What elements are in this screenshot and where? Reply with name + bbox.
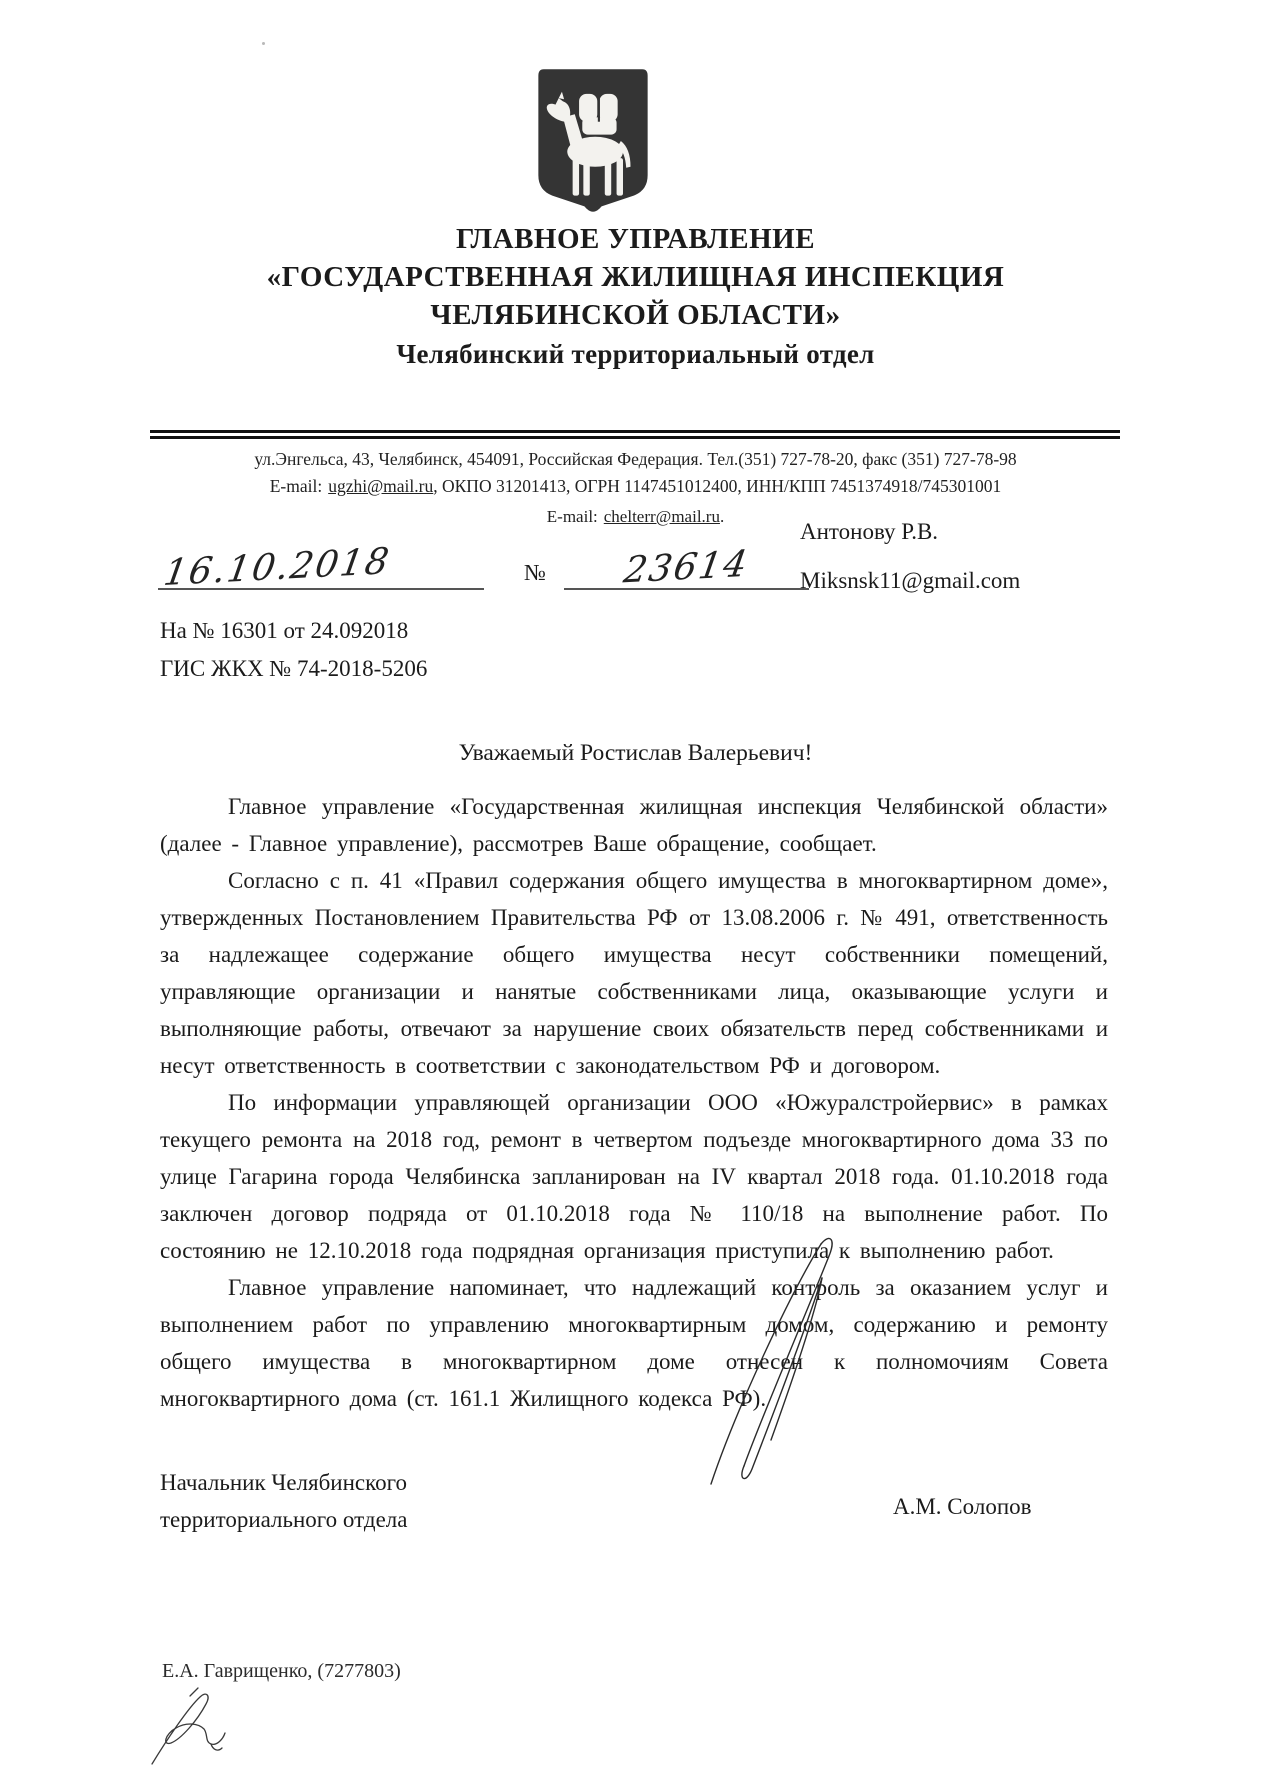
number-sign: №	[524, 560, 546, 585]
email2-line	[0, 503, 1271, 530]
reply-to-line: На № 16301 от 24.092018	[160, 618, 409, 643]
handwritten-number: 23614	[621, 543, 752, 592]
email2-address: chelterr@mail.ru	[603, 507, 720, 526]
date-number-row	[158, 540, 809, 595]
handwritten-date: 16.10.2018	[160, 540, 394, 595]
letter-body	[160, 788, 1108, 1417]
letterhead-org-block	[0, 220, 1271, 372]
email2-label: E-mail:	[546, 507, 598, 526]
org-name-line1: ГЛАВНОЕ УПРАВЛЕНИЕ	[455, 223, 816, 255]
address-line: ул.Энгельса, 43, Челябинск, 454091, Российская Федерация. Тел.(351) 727-78-20, факс (351) 727-78-98	[254, 449, 1017, 469]
salutation: Уважаемый Ростислав Валерьевич!	[458, 740, 813, 766]
body-paragraph: Согласно с п. 41 «Правил содержания общего имущества в многоквартирном доме», утвержденных Постановлением Правительства РФ от 13.08.2006 г. № 491, ответственность за надлежащее содержание общего имущества несут собственники помещений, управляющие организации и нанятые собственниками лица, оказывающие услуги и выполняющие работы, отвечают за нарушение своих обязательств перед собственниками и несут ответственность в соответствии с законодательством РФ и договором.	[160, 868, 1108, 1078]
addressee-name: Антонову Р.В.	[800, 519, 939, 544]
scan-noise-dot	[262, 42, 265, 45]
email2-suffix: .	[719, 507, 725, 526]
outgoing-date-field	[158, 540, 484, 595]
addressee-email: Miksnsk11@gmail.com	[800, 568, 1021, 593]
addressee-block	[800, 518, 1020, 594]
signatory-name: А.М. Солопов	[893, 1494, 1032, 1519]
department-name: Челябинский территориальный отдел	[396, 339, 875, 369]
org-name-line3: ЧЕЛЯБИНСКОЙ ОБЛАСТИ»	[430, 299, 841, 331]
letterhead-double-rule	[150, 430, 1120, 439]
body-paragraph: По информации управляющей организации ООО «Южуралстройервис» в рамках текущего ремонта на 2018 год, ремонт в четвертом подъезде многоквартирного дома 33 по улице Гагарина города Челябинска запланирован на IV квартал 2018 года. 01.10.2018 года заключен договор подряда от 01.10.2018 года № 110/18 на выполнение работ. По состоянию не 12.10.2018 года подрядная организация приступила к выполнению работ.	[160, 1090, 1108, 1263]
letterhead-contacts	[0, 446, 1271, 530]
body-paragraph: Главное управление «Государственная жилищная инспекция Челябинской области» (далее - Главное управление), рассмотрев Ваше обращение, сообщает.	[160, 794, 1108, 856]
requisites-line	[0, 473, 1271, 500]
email1-address: ugzhi@mail.ru	[328, 476, 434, 496]
outgoing-number-field	[564, 543, 809, 592]
executor-line: Е.А. Гаврищенко, (7277803)	[162, 1660, 401, 1682]
executor-signature-icon	[146, 1686, 256, 1771]
email1-label: E-mail:	[269, 476, 323, 496]
requisites-text: , ОКПО 31201413, ОГРН 1147451012400, ИНН/КПП 7451374918/745301001	[433, 476, 1002, 496]
org-name-line2: «ГОСУДАРСТВЕННАЯ ЖИЛИЩНАЯ ИНСПЕКЦИЯ	[266, 261, 1005, 293]
signatory-position-line2: территориального отдела	[160, 1507, 408, 1532]
signatory-signature-icon	[683, 1226, 853, 1496]
signatory-position	[160, 1464, 407, 1538]
body-paragraph: Главное управление напоминает, что надлежащий контроль за оказанием услуг и выполнением работ по управлению многоквартирным домом, содержанию и ремонту общего имущества в многоквартирном доме отнесен к полномочиям Совета многоквартирного дома (ст. 161.1 Жилищного кодекса РФ).	[160, 1275, 1108, 1411]
reply-reference-block	[160, 612, 427, 688]
coat-of-arms-camel-icon	[534, 66, 652, 216]
gis-line: ГИС ЖКХ № 74-2018-5206	[160, 656, 428, 681]
signatory-position-line1: Начальник Челябинского	[160, 1470, 407, 1495]
